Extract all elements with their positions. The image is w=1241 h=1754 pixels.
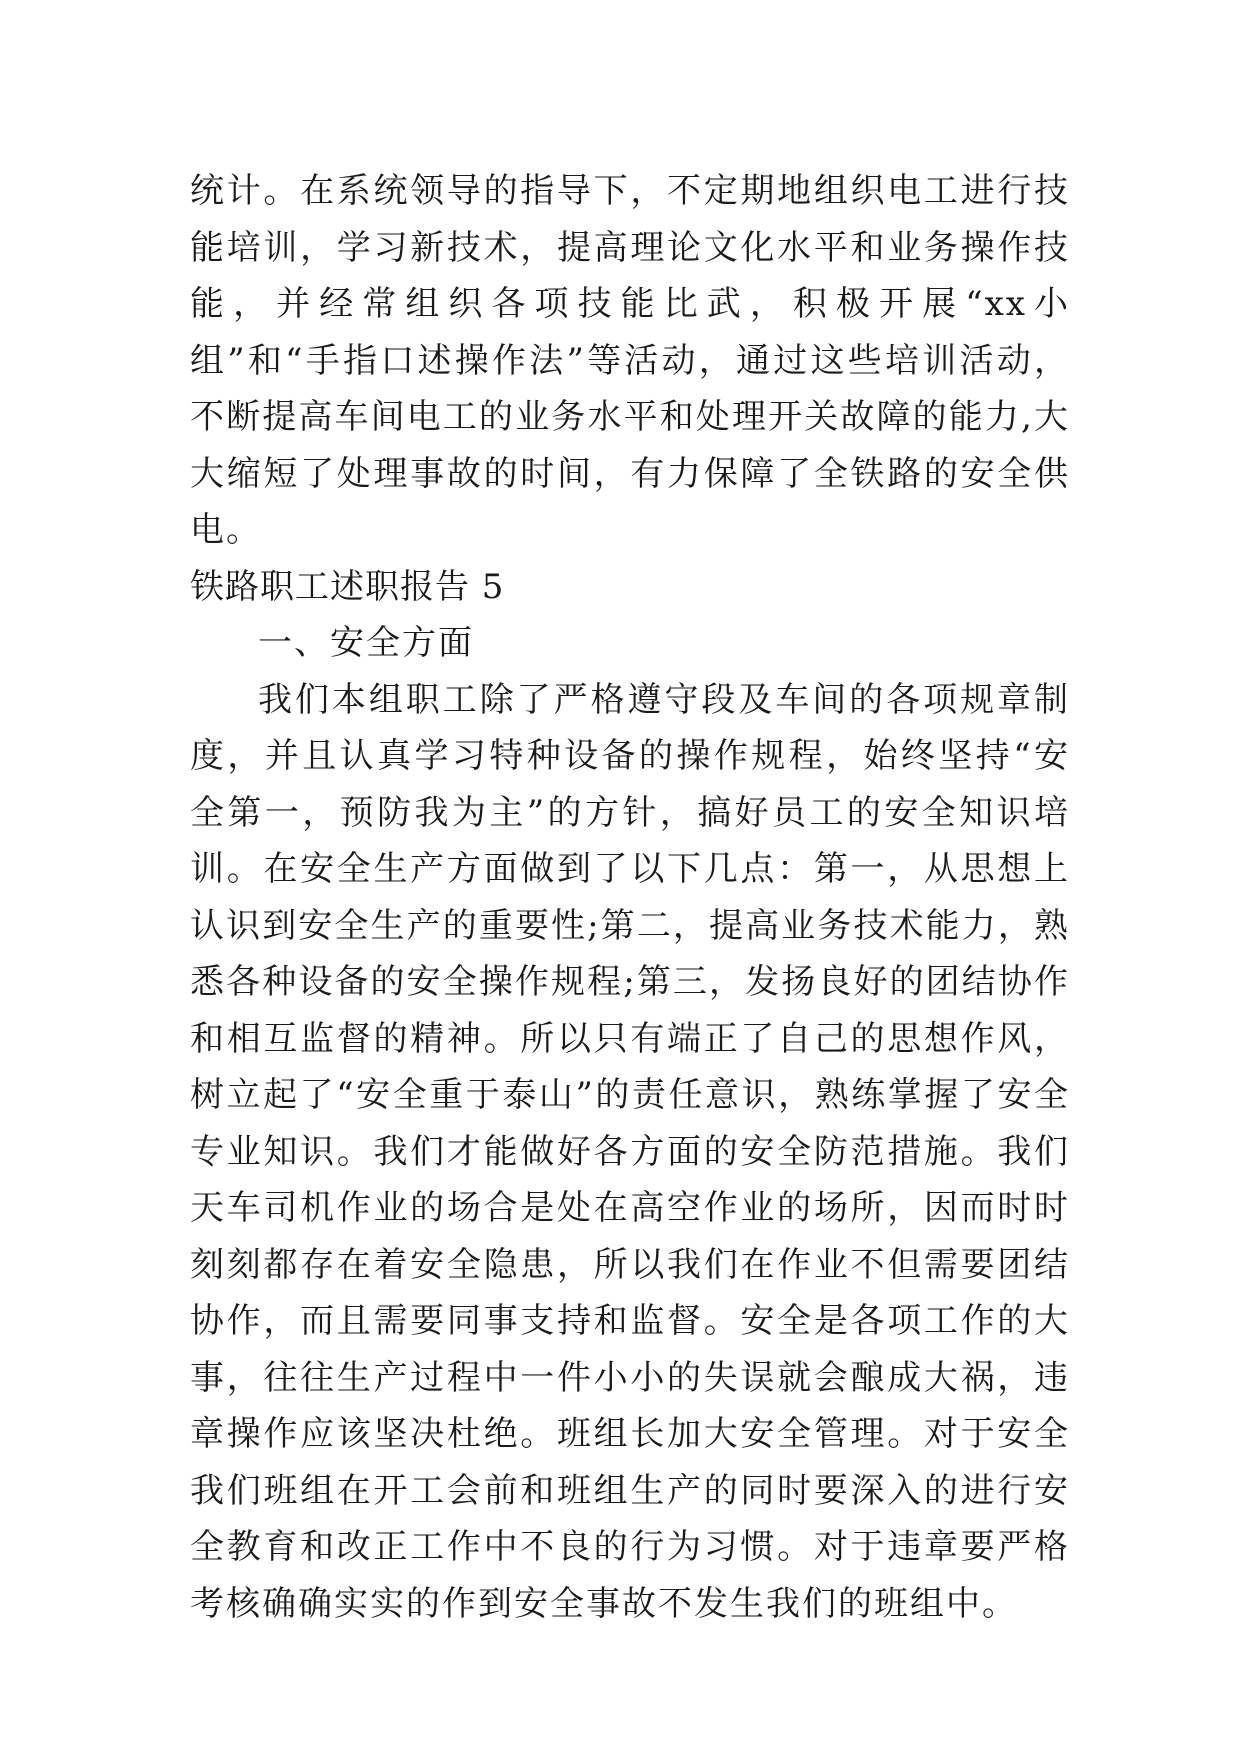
continuation-paragraph: 统计。在系统领导的指导下，不定期地组织电工进行技能培训，学习新技术，提高理论文化水平和业务操作技能，并经常组织各项技能比武，积极开展“xx小组”和“手指口述操作法”等活动，通过这些培训活动，不断提高车间电工的业务水平和处理开关故障的能力,大大缩短了处理事故的时间，有力保障了全铁路的安全供电。 [190,171,1070,550]
section-title: 铁路职工述职报告 5 [190,566,505,607]
subsection-title: 一、安全方面 [258,623,474,663]
document-body [190,163,1070,1632]
body-paragraph: 我们本组职工除了严格遵守段及车间的各项规章制度，并且认真学习特种设备的操作规程，始终坚持“安全第一，预防我为主”的方针，搞好员工的安全知识培训。在安全生产方面做到了以下几点：第一，从思想上认识到安全生产的重要性;第二，提高业务技术能力，熟悉各种设备的安全操作规程;第三，发扬良好的团结协作和相互监督的精神。所以只有端正了自己的思想作风，树立起了“安全重于泰山”的责任意识，熟练掌握了安全专业知识。我们才能做好各方面的安全防范措施。我们天车司机作业的场合是处在高空作业的场所，因而时时刻刻都存在着安全隐患，所以我们在作业不但需要团结协作，而且需要同事支持和监督。安全是各项工作的大事，往往生产过程中一件小小的失误就会酿成大祸，违章操作应该坚决杜绝。班组长加大安全管理。对于安全我们班组在开工会前和班组生产的同时要深入的进行安全教育和改正工作中不良的行为习惯。对于违章要严格考核确确实实的作到安全事故不发生我们的班组中。 [190,679,1070,1624]
